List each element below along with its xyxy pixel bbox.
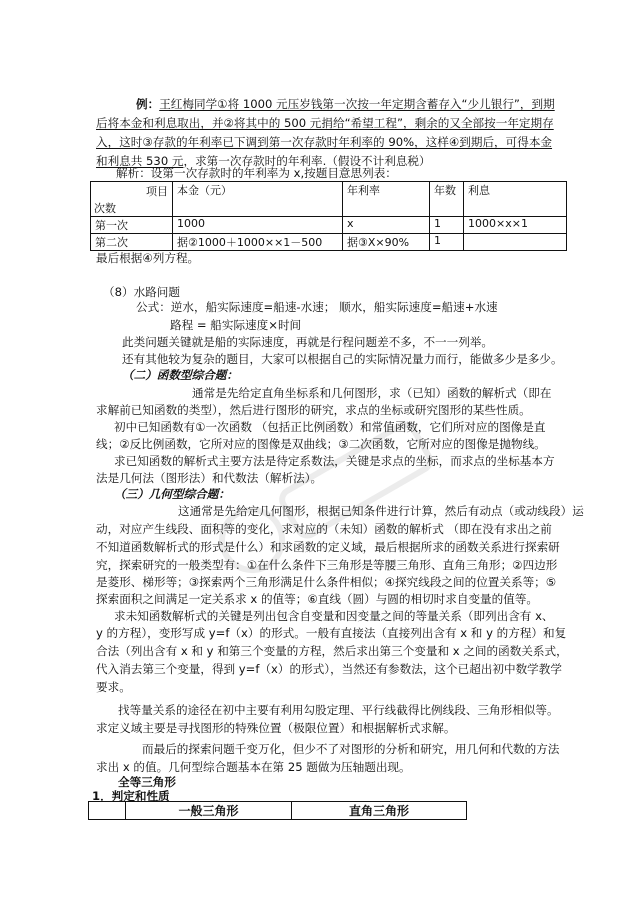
geometry-line: 这通常是先给定几何图形，根据已知条件进行计算，然后有动点（或动线段）运 bbox=[178, 504, 584, 518]
table-row: 第二次 据②1000＋1000××1－500 据③X×90% 1 bbox=[91, 234, 567, 251]
solution-intro: 解析：设第一次存款时的年利率为 x,按题目意思列表： bbox=[116, 166, 397, 180]
function-heading: （二）函数型综合题： bbox=[122, 368, 238, 382]
header-principal: 本金（元） bbox=[173, 182, 343, 217]
geometry-line: 动，对应产生线段、面积等的变化，求对应的（未知）函数的解析式 （即在没有求出之前 bbox=[96, 522, 552, 536]
function-line: 法是几何法（图形法）和代数法（解析法）。 bbox=[96, 471, 323, 485]
geometry-line: 找等量关系的途径在初中主要有利用勾股定理、平行线截得比例线段、三角形相似等。 bbox=[118, 703, 559, 717]
after-table-note: 最后根据④列方程。 bbox=[96, 251, 200, 265]
water-formula-2: 路程 = 船实际速度×时间 bbox=[170, 318, 302, 332]
function-line: 求已知函数的解析式主要方法是待定系数法，关键是求点的坐标，而求点的坐标基本方 bbox=[114, 454, 555, 468]
function-line: 初中已知函数有①一次函数 （包括正比例函数）和常值函数，它们所对应的图像是直 bbox=[114, 420, 546, 434]
geometry-line: 而最后的探索问题千变万化，但少不了对图形的分析和研究，用几何和代数的方法 bbox=[142, 742, 560, 756]
geometry-line: 代入消去第三个变量，得到 y=f（x）的形式），当然还有参数法，这个已超出初中数学教学 bbox=[96, 662, 562, 676]
function-line: 求解前已知函数的类型），然后进行图形的研究，求点的坐标或研究图形的某些性质。 bbox=[96, 403, 531, 417]
header-interest: 利息 bbox=[464, 182, 567, 217]
geometry-line: 究，探索研究的一般类型有：①在什么条件下三角形是等腰三角形、直角三角形；②四边形 bbox=[96, 558, 558, 572]
header-years: 年数 bbox=[430, 182, 464, 217]
geometry-line: 合法（列出含有 x 和 y 和第三个变量的方程，然后求出第三个变量和 x 之间的函数关系式， bbox=[96, 644, 568, 658]
triangle-subheading: 1．判定和性质 bbox=[92, 789, 170, 803]
col-right-triangle: 直角三角形 bbox=[292, 802, 467, 820]
example-line-4: 和利息共 530 元，求第一次存款时的年利率.（假设不计利息税） bbox=[96, 154, 431, 168]
geometry-line: 求定义域主要是寻找图形的特殊位置（极限位置）和根据解析式求解。 bbox=[96, 721, 456, 735]
table-row: 第一次 1000 x 1 1000×x×1 bbox=[91, 217, 567, 234]
example-line-3: 入，这时③存款的年利率已下调到第一次存款时年利率的 90%，这样④到期后，可得本金 bbox=[96, 135, 553, 149]
geometry-line: 探索面积之间满足一定关系求 x 的值等；⑥直线（圆）与圆的相切时求自变量的值等。 bbox=[96, 592, 539, 606]
geometry-line: 求未知函数解析式的关键是列出包含自变量和因变量之间的等量关系（即列出含有 x、 bbox=[114, 609, 554, 623]
example-line-2: 后将本金和利息取出，并②将其中的 500 元捐给“希望工程”，剩余的又全部按一年定期存 bbox=[96, 116, 554, 130]
geometry-line: 求出 x 的值。几何型综合题基本在第 25 题做为压轴题出现。 bbox=[96, 760, 411, 774]
function-line: 线；②反比例函数，它所对应的图像是双曲线；③二次函数，它所对应的图像是抛物线。 bbox=[96, 437, 546, 451]
water-heading: （8）水路问题 bbox=[103, 285, 180, 299]
water-formula-1: 公式：逆水，船实际速度=船速-水速； 顺水，船实际速度=船速+水速 bbox=[136, 300, 498, 314]
function-line: 通常是先给定直角坐标系和几何图形，求（已知）函数的解析式（即在 bbox=[192, 386, 552, 400]
water-para-1: 此类问题关键就是船的实际速度，再就是行程问题差不多，不一一列举。 bbox=[122, 335, 494, 349]
table-row bbox=[89, 802, 467, 820]
deposit-table bbox=[90, 181, 567, 251]
geometry-line: 是菱形、梯形等；③探索两个三角形满足什么条件相似；④探究线段之间的位置关系等；⑤ bbox=[96, 575, 557, 589]
water-para-2: 还有其他较为复杂的题目，大家可以根据自己的实际情况量力而行，能做多少是多少。 bbox=[122, 352, 563, 366]
header-diagonal-cell: 项目 次数 bbox=[91, 182, 173, 217]
col-general-triangle: 一般三角形 bbox=[126, 802, 292, 820]
geometry-line: 不知道函数解析式的形式是什么）和求函数的定义域，最后根据所求的函数关系进行探索研 bbox=[96, 540, 560, 554]
geometry-heading: （三）几何型综合题： bbox=[114, 487, 230, 501]
table-row bbox=[91, 182, 567, 217]
geometry-line: y 的方程），变形写成 y=f（x）的形式。一般有直接法（直接列出含有 x 和 y 的方程）和复 bbox=[96, 626, 567, 640]
triangle-table bbox=[88, 801, 467, 820]
geometry-line: 要求。 bbox=[96, 680, 131, 694]
triangle-heading: 全等三角形 bbox=[118, 775, 176, 789]
example-line-1: 例：王红梅同学①将 1000 元压岁钱第一次按一年定期含蓄存入“少儿银行”，到期 bbox=[136, 97, 555, 111]
header-rate: 年利率 bbox=[343, 182, 430, 217]
